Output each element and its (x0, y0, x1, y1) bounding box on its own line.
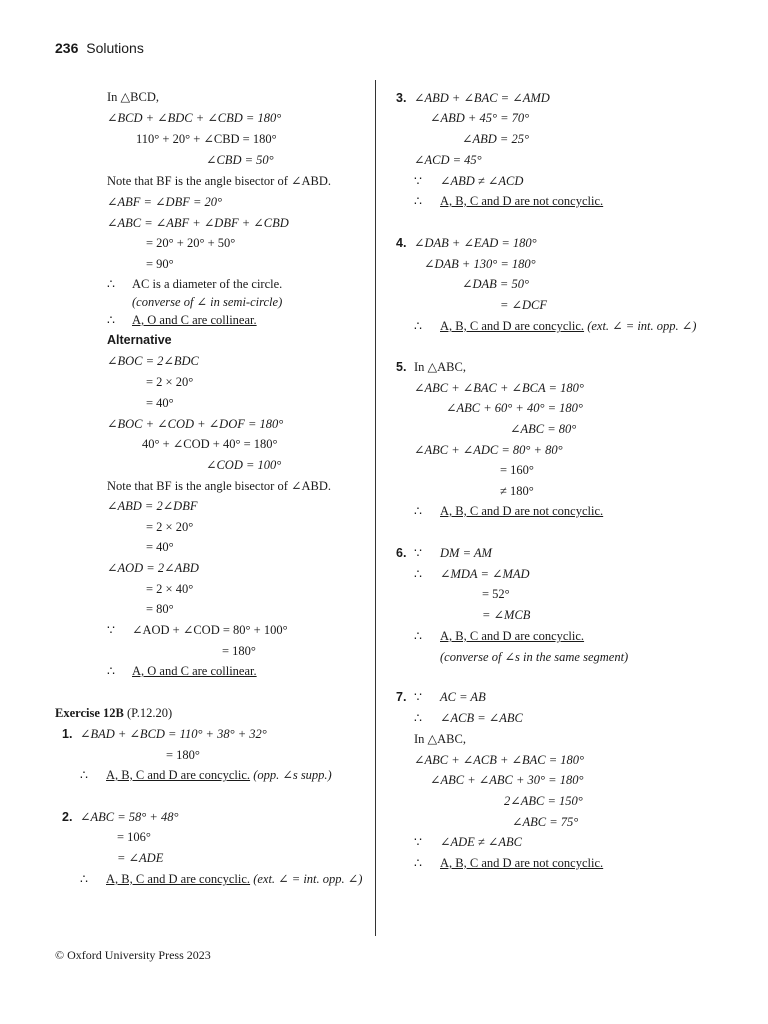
because-symbol: ∵ (107, 623, 115, 637)
math-line: ∠ABD = 2∠DBF (107, 499, 198, 513)
math-line: = 180° (222, 644, 256, 658)
math-line: ∠ABC + ∠ABC + 30° = 180° (430, 773, 584, 787)
math-line: ∠DAB + ∠EAD = 180° (414, 236, 537, 250)
copyright-footer: © Oxford University Press 2023 (55, 948, 211, 962)
math-line: ∠DAB = 50° (462, 277, 529, 291)
math-line: ∠ACD = 45° (414, 153, 482, 167)
conclusion: A, B, C and D are concyclic. (440, 629, 585, 643)
conclusion: A, B, C and D are concyclic. (106, 768, 251, 782)
math-line: In △BCD, (107, 90, 159, 104)
math-line: = 180° (166, 748, 200, 762)
therefore-symbol: ∴ (107, 664, 115, 678)
math-line: ∠ABD + 45° = 70° (430, 111, 530, 125)
page-header (55, 40, 144, 56)
math-line: ∠ACB = ∠ABC (440, 711, 523, 725)
alternative-heading: Alternative (107, 333, 172, 347)
math-line: ∠AOD = 2∠ABD (107, 561, 199, 575)
therefore-symbol: ∴ (414, 856, 422, 870)
question-number: 2. (62, 810, 73, 824)
math-line: ∠ABD + ∠BAC = ∠AMD (414, 91, 550, 105)
math-line: ∠ABD = 25° (462, 132, 529, 146)
question-number: 3. (396, 91, 407, 105)
math-line: ∠CBD = 50° (206, 153, 274, 167)
conclusion: A, B, C and D are concyclic. (106, 872, 251, 886)
section-title: Solutions (86, 40, 144, 56)
reason-line: (converse of ∠ in semi-circle) (132, 295, 283, 309)
math-line: ∠ADE ≠ ∠ABC (440, 835, 522, 849)
math-line: In △ABC, (414, 360, 466, 374)
conclusion: A, B, C and D are not concyclic. (440, 856, 604, 870)
math-line: ∠ABC = 75° (512, 815, 579, 829)
math-line: = 40° (146, 396, 174, 410)
therefore-symbol: ∴ (107, 277, 115, 291)
math-line: ∠BOC = 2∠BDC (107, 354, 199, 368)
conclusion-line (106, 871, 362, 887)
math-line: ∠DAB + 130° = 180° (424, 257, 536, 271)
reason: (converse of ∠s in the same segment) (440, 650, 629, 664)
question-number: 4. (396, 236, 407, 250)
question-number: 1. (62, 727, 73, 741)
math-line: ∠ABD ≠ ∠ACD (440, 174, 524, 188)
conclusion-line (106, 767, 332, 783)
conclusion: A, B, C and D are concyclic. (440, 319, 585, 333)
because-symbol: ∵ (414, 174, 422, 188)
math-line: ≠ 180° (500, 484, 534, 498)
conclusion: A, O and C are collinear. (132, 664, 257, 678)
math-line: AC is a diameter of the circle. (132, 277, 283, 291)
math-line: ∠BOC + ∠COD + ∠DOF = 180° (107, 417, 284, 431)
page-number: 236 (55, 40, 79, 56)
because-symbol: ∵ (414, 835, 422, 849)
question-number: 5. (396, 360, 407, 374)
math-line: ∠BAD + ∠BCD = 110° + 38° + 32° (80, 727, 267, 741)
math-line: ∠ABC = 58° + 48° (80, 810, 179, 824)
therefore-symbol: ∴ (80, 872, 88, 886)
math-line: = 160° (500, 463, 534, 477)
note-line: Note that BF is the angle bisector of ∠ABD. (107, 479, 331, 493)
math-line: ∠ABC + 60° + 40° = 180° (446, 401, 583, 415)
exercise-page-ref: (P.12.20) (126, 706, 173, 720)
conclusion-line (440, 318, 696, 334)
math-line: DM = AM (440, 546, 492, 560)
math-line: ∠ABC + ∠ADC = 80° + 80° (414, 443, 563, 457)
therefore-symbol: ∴ (107, 313, 115, 327)
math-line: = 90° (146, 257, 174, 271)
therefore-symbol: ∴ (414, 711, 422, 725)
math-line: ∠ABF = ∠DBF = 20° (107, 195, 223, 209)
column-divider (375, 80, 376, 936)
math-line: ∠ABC = 80° (510, 422, 577, 436)
math-line: ∠BCD + ∠BDC + ∠CBD = 180° (107, 111, 282, 125)
reason: (opp. ∠s supp.) (253, 768, 332, 782)
conclusion: A, B, C and D are not concyclic. (440, 194, 604, 208)
math-line: = 2 × 20° (146, 520, 194, 534)
math-line: AC = AB (440, 690, 486, 704)
math-line: = 2 × 20° (146, 375, 194, 389)
math-line: = ∠ADE (117, 851, 164, 865)
because-symbol: ∵ (414, 546, 422, 560)
math-line: ∠ABC = ∠ABF + ∠DBF + ∠CBD (107, 216, 289, 230)
math-line: ∠MDA = ∠MAD (440, 567, 530, 581)
math-line: ∠ABC + ∠BAC + ∠BCA = 180° (414, 381, 584, 395)
math-line: ∠ABC + ∠ACB + ∠BAC = 180° (414, 753, 585, 767)
exercise-heading (55, 705, 172, 721)
math-line: = ∠DCF (500, 298, 548, 312)
math-line: ∠AOD + ∠COD = 80° + 100° (132, 623, 288, 637)
therefore-symbol: ∴ (414, 629, 422, 643)
question-number: 7. (396, 690, 407, 704)
therefore-symbol: ∴ (414, 504, 422, 518)
math-line: = 80° (146, 602, 174, 616)
math-line: = 106° (117, 830, 151, 844)
math-line: ∠COD = 100° (206, 458, 282, 472)
math-line: = 20° + 20° + 50° (146, 236, 236, 250)
math-line: In △ABC, (414, 732, 466, 746)
reason: (ext. ∠ = int. opp. ∠) (587, 319, 697, 333)
math-line: = 2 × 40° (146, 582, 194, 596)
reason: (ext. ∠ = int. opp. ∠) (253, 872, 363, 886)
note-line: Note that BF is the angle bisector of ∠ABD. (107, 174, 331, 188)
therefore-symbol: ∴ (80, 768, 88, 782)
conclusion: A, B, C and D are not concyclic. (440, 504, 604, 518)
therefore-symbol: ∴ (414, 567, 422, 581)
math-line: = ∠MCB (482, 608, 531, 622)
therefore-symbol: ∴ (414, 194, 422, 208)
math-line: = 40° (146, 540, 174, 554)
math-line: 110° + 20° + ∠CBD = 180° (136, 132, 277, 146)
exercise-title: Exercise 12B (55, 706, 124, 720)
math-line: 40° + ∠COD + 40° = 180° (142, 437, 278, 451)
conclusion: A, O and C are collinear. (132, 313, 257, 327)
math-line: = 52° (482, 587, 510, 601)
therefore-symbol: ∴ (414, 319, 422, 333)
because-symbol: ∵ (414, 690, 422, 704)
question-number: 6. (396, 546, 407, 560)
math-line: 2∠ABC = 150° (504, 794, 583, 808)
